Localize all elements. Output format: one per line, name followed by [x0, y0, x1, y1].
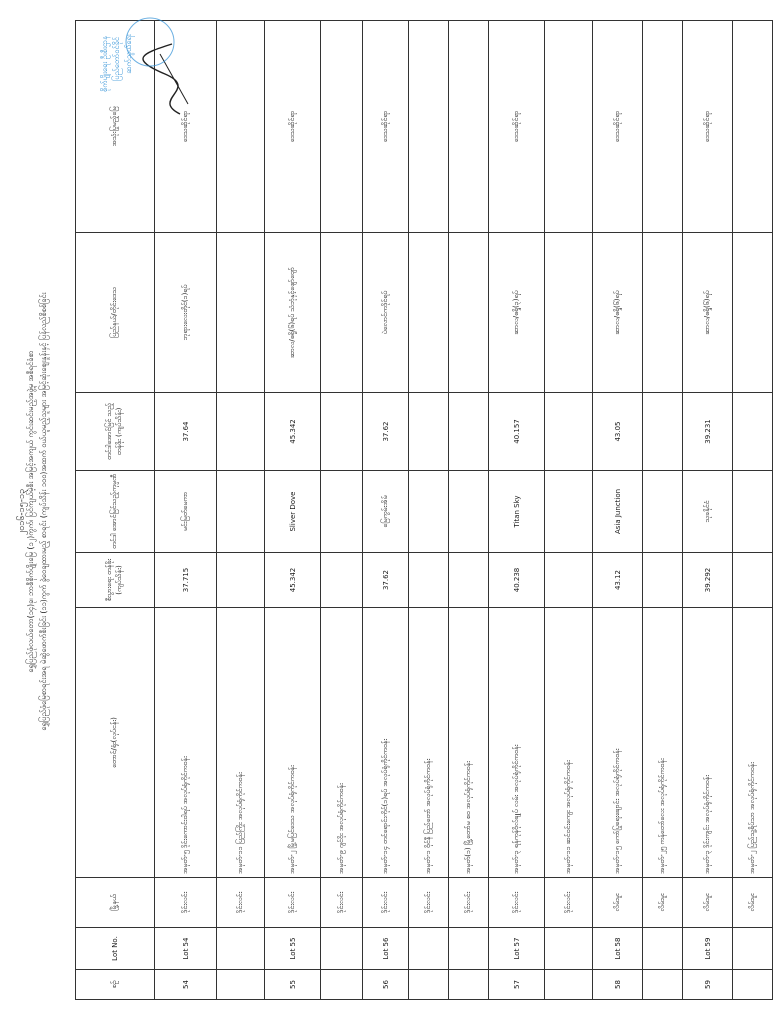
stamp-line-3: ဆက်သွယ်ရေး [124, 34, 133, 74]
table-body [155, 21, 773, 1000]
table-cell-desc: အမှတ်-၂ မြို့မပြင်ဒေသ အလုပ်ရုံကိုင်ကဝန်း [265, 608, 321, 878]
column-header: စီးပွားရေး တန်ဖိုး (ကျပ်သိန်း) [76, 553, 155, 608]
column-header: တင်ဒါအောင်မြင် သည့်တန်ဖိုး (ကျပ်သိန်း) [76, 393, 155, 471]
table-cell-lot [217, 928, 265, 970]
table-cell-desc: အမှတ်-၁၁ ပြည်ကြိုး အလုပ်ရုံကိုင်ကဝန်း [217, 608, 265, 878]
table-cell-no: 58 [593, 970, 643, 1000]
table-cell-location: ဆာလ/ဓရှို(၆)ရပ် [683, 233, 733, 393]
table-cell-township: လိမ်းမူး [643, 878, 683, 928]
table-cell-bid [643, 393, 683, 471]
table-cell-company [321, 471, 363, 553]
table-cell-bid [409, 393, 449, 471]
table-cell-lot [321, 928, 363, 970]
table-cell-lot [409, 928, 449, 970]
table-cell-bid: 39.231 [683, 393, 733, 471]
table-cell-value [643, 553, 683, 608]
table-cell-location: ဘုရားလေးတိုင်(၁)ရပ် [155, 233, 217, 393]
table-cell-use: ဒေသဆိုင်ရာ [363, 21, 409, 233]
table-cell-company: Titan Sky [489, 471, 545, 553]
table-cell-lot [545, 928, 593, 970]
table-cell-use: ဒေသဆိုင်ရာ [155, 21, 217, 233]
table-cell-value [545, 553, 593, 608]
table-row [593, 21, 643, 1000]
table-row [363, 21, 409, 1000]
table-cell-bid [217, 393, 265, 471]
table-row [545, 21, 593, 1000]
table-cell-location [449, 233, 489, 393]
table-cell-lot: Lot 58 [593, 928, 643, 970]
table-cell-desc: အမှတ်-၉ ဂျင်ဝိုး အလုပ်ရုံကိုင်ကဝန်း [321, 608, 363, 878]
table-cell-township: ဒိုင်းလင်း [321, 878, 363, 928]
table-cell-no [409, 970, 449, 1000]
table-cell-bid [733, 393, 773, 471]
table-row [217, 21, 265, 1000]
table-row [733, 21, 773, 1000]
table-cell-use: ဒေသဆိုင်ရာ [593, 21, 643, 233]
table-row [409, 21, 449, 1000]
column-header: ပြည်နယ်/တိုင်းဒေသ [76, 233, 155, 393]
table-cell-use [643, 21, 683, 233]
table-cell-bid: 40.157 [489, 393, 545, 471]
table-cell-use [733, 21, 773, 233]
table-cell-use: ဒေသဆိုင်ရာ [489, 21, 545, 233]
table-cell-location [409, 233, 449, 393]
table-row [683, 21, 733, 1000]
table-cell-location [217, 233, 265, 393]
table-cell-value: 37.62 [363, 553, 409, 608]
table-cell-lot [733, 928, 773, 970]
table-cell-lot: Lot 57 [489, 928, 545, 970]
table-cell-desc: အမှတ်-၁၁ ဆင်ဝင်းကျေး အလုပ်ရုံကိုင်ကဝန်း [545, 608, 593, 878]
table-cell-no: 56 [363, 970, 409, 1000]
table-cell-no: 59 [683, 970, 733, 1000]
table-cell-bid: 43.05 [593, 393, 643, 471]
table-cell-desc: အမှတ်-၁ ဗိုင်နီ ပြည်တော် အလုပ်ရုံကိုင်ကဝန်း [409, 608, 449, 878]
table-cell-no [321, 970, 363, 1000]
table-cell-bid: 37.62 [363, 393, 409, 471]
table-cell-use [545, 21, 593, 233]
table-cell-company: မြေကွမ်းအိမ် [363, 471, 409, 553]
column-header: တင်ဒါ အောင်မြင်သည့်ကုမ္ပဏီ [76, 471, 155, 553]
table-cell-desc: အမှတ်-၃ ဒိုင်းကျင်း အလုပ်ရုံကိုင်ကဝန်း [683, 608, 733, 878]
table-cell-township: ဒိုင်းလင်း [217, 878, 265, 928]
table-cell-location [545, 233, 593, 393]
table-cell-company: သုခနိုင်ငံ [683, 471, 733, 553]
table-cell-company [217, 471, 265, 553]
table-cell-company [733, 471, 773, 553]
stamp-line-2: ပြည်တော်ဝင်ခိုင် [112, 37, 121, 81]
table-cell-use [217, 21, 265, 233]
table-cell-lot: Lot 56 [363, 928, 409, 970]
table-cell-location: ဆာလ/ဓရှို(၆)ရပ် သံဘုံနှင့်ဖျော်ဗျော် [265, 233, 321, 393]
table-cell-bid [449, 393, 489, 471]
table-cell-no [643, 970, 683, 1000]
table-row [643, 21, 683, 1000]
table-cell-use: ဒေသဆိုင်ရာ [265, 21, 321, 233]
table-cell-company: Sliver Dove [265, 471, 321, 553]
table-cell-use [321, 21, 363, 233]
table-row [321, 21, 363, 1000]
table-cell-township: ဒိုင်းလင်း [265, 878, 321, 928]
table-cell-township: လိမ်းမူး [593, 878, 643, 928]
table-cell-location: ပဲလောင်ကဒိုင်ရပ် [363, 233, 409, 393]
table-cell-lot: Lot 55 [265, 928, 321, 970]
stamp-line-1: စိုက်ပျိုးရေး ဦးစီးဌာန [100, 36, 109, 92]
table-cell-bid: 45.342 [265, 393, 321, 471]
table-cell-value: 37.715 [155, 553, 217, 608]
column-header: တောင်/ရုံး(လုပ်ငန်း) [76, 608, 155, 878]
table-cell-township: လိမ်းမူး [733, 878, 773, 928]
table-cell-no: 55 [265, 970, 321, 1000]
table-cell-value: 39.292 [683, 553, 733, 608]
table-cell-value: 45.342 [265, 553, 321, 608]
column-header: မြို့နယ် [76, 878, 155, 928]
column-header: စဉ် [76, 970, 155, 1000]
table-cell-township: ဒိုင်းလင်း [363, 878, 409, 928]
table-cell-value: 43.12 [593, 553, 643, 608]
table-header-row [76, 21, 155, 1000]
table-cell-company [545, 471, 593, 553]
table-cell-use [409, 21, 449, 233]
table-cell-value [449, 553, 489, 608]
table-cell-value [409, 553, 449, 608]
document-title: ရွှေပြည်ဖုံလယ်တော(၁၄)ခု၊ ဘာစီစိုက်ပျိုးမြေ (၁၂)ကွက်၊ ပြင်ကျယ်မဲ့စီး အမြင့်အကျယ် ကွင်းဆင်းမည့်အဖွဲ့မှ အစီရင်ခံစာ [26, 350, 35, 673]
table-cell-desc: အမှတ်-၁၅ ကော်ပြုရေးချောင်း အလုပ်ရုံကိုင်ကဝန်း [593, 608, 643, 878]
table-cell-value [321, 553, 363, 608]
table-cell-company: Asia Junction [593, 471, 643, 553]
table-cell-location: ဆာလ/ဓရှို(၆)ရပ် [593, 233, 643, 393]
table-cell-bid: 37.64 [155, 393, 217, 471]
table-row [265, 21, 321, 1000]
table-cell-location [733, 233, 773, 393]
column-header: Lot No. [76, 928, 155, 970]
table-cell-value: 40.238 [489, 553, 545, 608]
document-date: ၂၀၁၆-၁၅-၁၃ [17, 488, 27, 536]
lot-table [75, 20, 773, 1000]
document-subtitle: ရွှေပြည်ဖုံမြေစာရင်းအရ မဲဆွဲဖောက်စီးခြင်း (၁၁)ကွက် ခွဲဝေချထားမည့် စာရင်း (ကျပ်သိန်း ၁၀၀)အထက် ဝယ်ယူမည့်သူများ အမြင့်ဆုံးဈေးနှုန်းနှင့် ပြန်လည်စိစစ်ခြင်း [39, 292, 48, 731]
table-cell-no: 54 [155, 970, 217, 1000]
table-cell-lot [643, 928, 683, 970]
table-cell-desc: အမှတ်-၁၄ တင်ရောင်းကိုင်(၁)ရပ် အလုပ်ရုံကိုင်ကဝန်း [363, 608, 409, 878]
table-cell-township: ဒိုင်းလင်း [409, 878, 449, 928]
table-cell-value [733, 553, 773, 608]
table-cell-location [643, 233, 683, 393]
table-cell-lot: Lot 59 [683, 928, 733, 970]
table-row [155, 21, 217, 1000]
table-cell-no [217, 970, 265, 1000]
table-cell-desc: အမှတ်-၅ ဒိုင်းကောင်းဝါရပ် အလုပ်ရုံကိုင်ကဝန်း [155, 608, 217, 878]
table-cell-desc: အမှတ်(၁) မြို့တော်မ စဝ အလုပ်ရုံကိုင်ကဝန်း [449, 608, 489, 878]
table-cell-township: လိမ်းမူး [683, 878, 733, 928]
table-cell-desc: အမှတ်-၂၅ ကန်တော်လေး အလုပ်ရုံကိုင်ကဝန်း [643, 608, 683, 878]
table-cell-no [545, 970, 593, 1000]
table-cell-use [449, 21, 489, 233]
table-cell-township: ဒိုင်းလင်း [545, 878, 593, 928]
table-cell-use: ဒေသဆိုင်ရာ [683, 21, 733, 233]
table-cell-no [449, 970, 489, 1000]
table-cell-location [321, 233, 363, 393]
column-header: အသုံးပြုမည့်မြေ [76, 21, 155, 233]
table-cell-location: ဆာလ/ဓရှို(၃)ရပ် [489, 233, 545, 393]
table-cell-value [217, 553, 265, 608]
table-cell-lot: Lot 54 [155, 928, 217, 970]
table-cell-company [643, 471, 683, 553]
table-cell-township: ဒိုင်းလင်း [449, 878, 489, 928]
table-row [489, 21, 545, 1000]
table-cell-bid [321, 393, 363, 471]
table-cell-no: 57 [489, 970, 545, 1000]
table-cell-desc: အမှတ်-၂ ပြည်သူ့ရိပ်သာ အလုပ်ရုံကိုင်ကဝန်း [733, 608, 773, 878]
table-cell-desc: အမှတ်-၃ ရန်ကုန်ဗိုလ်ချုပ် လမ်း အလုပ်ရုံကိုင်ကဝန်း [489, 608, 545, 878]
table-cell-no [733, 970, 773, 1000]
table-cell-company [409, 471, 449, 553]
table-cell-company [449, 471, 489, 553]
table-row [449, 21, 489, 1000]
table-cell-bid [545, 393, 593, 471]
table-cell-lot [449, 928, 489, 970]
table-cell-township: ဒိုင်းလင်း [489, 878, 545, 928]
table-cell-company: မင်းမြတ်မေကာ [155, 471, 217, 553]
table-cell-township: ဒိုင်းလင်း [155, 878, 217, 928]
